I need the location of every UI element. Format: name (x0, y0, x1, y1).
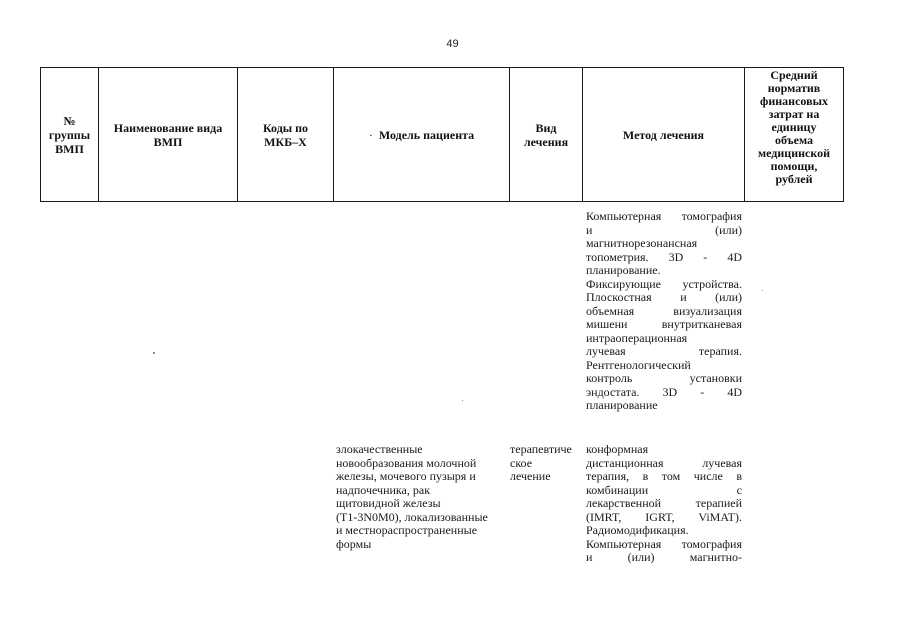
header-average-cost: Средний норматив финансовых затрат на единицу объема медицинской помощи, рублей (745, 68, 844, 202)
scan-speck (153, 352, 155, 354)
header-group-number: № группы ВМП (41, 68, 99, 202)
header-patient-model: · Модель пациента (334, 68, 510, 202)
header-treatment-method: Метод лечения (583, 68, 745, 202)
row2-treatment-method: конформная дистанционная лучевая терапия, в том числе в комбинации с лекарственной терапией (IMRT, IGRT, ViMAT). Радиомодификация. Компьютерная томография и (или) магнитно- (586, 442, 742, 564)
scan-speck (762, 290, 763, 291)
row2-patient-model: злокачественные новообразования молочной железы, мочевого пузыря и надпочечника, рак щитовидной железы (T1-3N0M0), локализованные и местнораспространенные формы (336, 442, 488, 551)
scan-speck (462, 400, 463, 401)
header-treatment-type: Вид лечения (510, 68, 583, 202)
row2-treatment-type: терапевтиче ское лечение (510, 442, 572, 483)
header-icd-codes: Коды по МКБ–Х (238, 68, 334, 202)
row1-treatment-method: Компьютерная томография и (или) магнитнорезонансная топометрия. 3D - 4D планирование. Фиксирующие устройства. Плоскостная и (или) объемная визуализация мишени внутритканевая интраоперационная лучевая терапия. Рентгенологический контроль установки эндостата. 3D - 4D планирование (586, 209, 742, 412)
header-vmp-name: Наименование вида ВМП (99, 68, 238, 202)
page-number: 49 (446, 38, 459, 50)
table-header (40, 67, 844, 202)
